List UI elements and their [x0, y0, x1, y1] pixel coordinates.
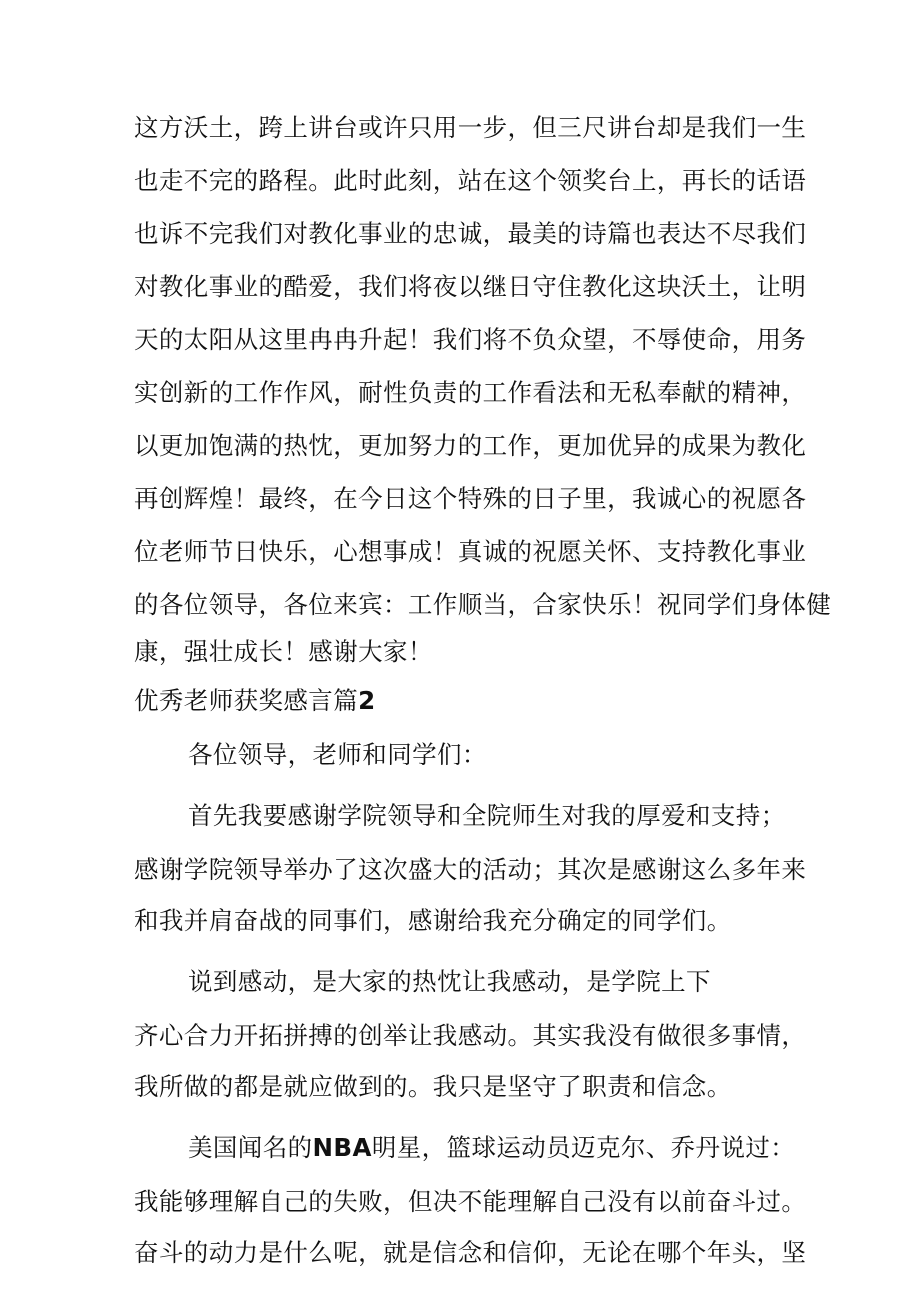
text-line: 首先我要感谢学院领导和全院师生对我的厚爱和支持；	[188, 801, 786, 830]
text-line: 奋斗的动力是什么呢，就是信念和信仰，无论在哪个年头，坚	[134, 1238, 807, 1267]
greeting-line: 各位领导，老师和同学们：	[188, 740, 487, 769]
text-line: 我所做的都是就应做到的。我只是坚守了职责和信念。	[134, 1072, 732, 1101]
text-line: 这方沃土，跨上讲台或许只用一步，但三尺讲台却是我们一生	[134, 113, 807, 142]
text-line: 我能够理解自己的失败，但决不能理解自己没有以前奋斗过。	[134, 1187, 807, 1216]
text-line: 位老师节日快乐，心想事成！真诚的祝愿关怀、支持教化事业	[134, 537, 807, 566]
text-line: 康，强壮成长！感谢大家！	[134, 637, 433, 666]
text-line: 以更加饱满的热忱，更加努力的工作，更加优异的成果为教化	[134, 431, 807, 460]
text-line: 对教化事业的酷爱，我们将夜以继日守住教化这块沃土，让明	[134, 272, 807, 301]
text-line: 也诉不完我们对教化事业的忠诚，最美的诗篇也表达不尽我们	[134, 219, 807, 248]
text-line: 天的太阳从这里冉冉升起！我们将不负众望，不辱使命，用务	[134, 325, 807, 354]
text-line	[188, 1128, 795, 1168]
text-line: 再创辉煌！最终，在今日这个特殊的日子里，我诚心的祝愿各	[134, 484, 807, 513]
section-heading	[134, 681, 376, 721]
text-segment: 美国闻名的	[188, 1133, 313, 1162]
text-line: 说到感动，是大家的热忱让我感动，是学院上下	[188, 967, 711, 996]
text-line: 感谢学院领导举办了这次盛大的活动；其次是感谢这么多年来	[134, 855, 807, 884]
text-line: 实创新的工作作风，耐性负责的工作看法和无私奉献的精神，	[134, 378, 807, 407]
nba-term: NBA	[312, 1133, 372, 1162]
text-line: 齐心合力开拓拼搏的创举让我感动。其实我没有做很多事情，	[134, 1021, 807, 1050]
text-segment: 明星，篮球运动员迈克尔、乔丹说过：	[371, 1133, 796, 1162]
text-line: 的各位领导，各位来宾：工作顺当，合家快乐！祝同学们身体健	[134, 590, 832, 619]
heading-number: 2	[358, 686, 376, 715]
text-line: 和我并肩奋战的同事们，感谢给我充分确定的同学们。	[134, 906, 732, 935]
heading-text: 优秀老师获奖感言篇	[134, 686, 359, 715]
text-line: 也走不完的路程。此时此刻，站在这个领奖台上，再长的话语	[134, 166, 807, 195]
